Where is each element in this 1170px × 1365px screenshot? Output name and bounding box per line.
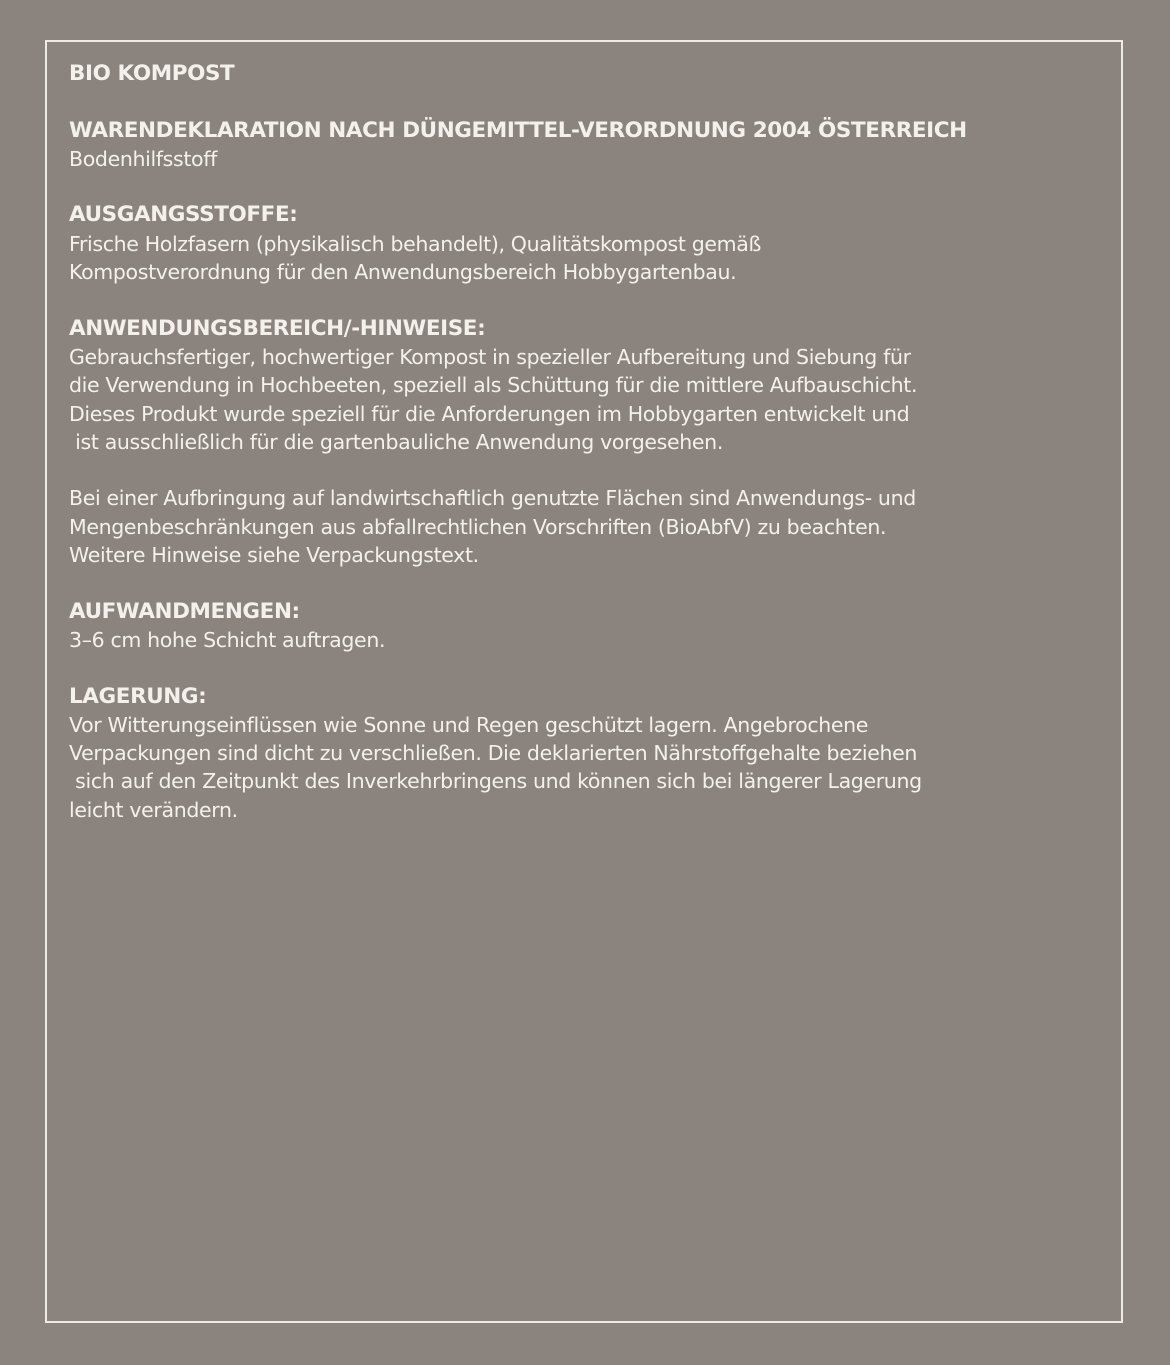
spacer xyxy=(69,286,1091,314)
aufwandmengen-heading: AUFWANDMENGEN: xyxy=(69,598,300,624)
anwendung-line: ist ausschließlich für die gartenbauliche Anwendung vorgesehen. xyxy=(69,429,723,454)
declaration-content xyxy=(69,60,1091,824)
anwendung-line: Bei einer Aufbringung auf landwirtschaftlich genutzte Flächen sind Anwendungs- und xyxy=(69,486,916,511)
spacer xyxy=(69,654,1091,682)
anwendung-line: Dieses Produkt wurde speziell für die Anforderungen im Hobbygarten entwickelt und xyxy=(69,401,910,426)
declaration-type: Bodenhilfsstoff xyxy=(69,146,217,171)
ausgangsstoffe-line: Frische Holzfasern (physikalisch behandelt), Qualitätskompost gemäß xyxy=(69,231,762,256)
spacer xyxy=(69,88,1091,116)
lagerung-line: Vor Witterungseinflüssen wie Sonne und Regen geschützt lagern. Angebrochene xyxy=(69,712,869,737)
lagerung-heading: LAGERUNG: xyxy=(69,683,207,709)
anwendung-line: die Verwendung in Hochbeeten, speziell als Schüttung für die mittlere Aufbauschicht. xyxy=(69,373,918,398)
spacer xyxy=(69,456,1091,484)
anwendung-line: Gebrauchsfertiger, hochwertiger Kompost in spezieller Aufbereitung und Siebung für xyxy=(69,344,911,369)
spacer xyxy=(69,173,1091,201)
anwendung-heading: ANWENDUNGSBEREICH/-HINWEISE: xyxy=(69,315,486,341)
ausgangsstoffe-heading: AUSGANGSSTOFFE: xyxy=(69,202,298,228)
product-title: BIO KOMPOST xyxy=(69,61,235,86)
aufwandmengen-line: 3–6 cm hohe Schicht auftragen. xyxy=(69,627,386,652)
lagerung-line: leicht verändern. xyxy=(69,797,238,822)
lagerung-line: Verpackungen sind dicht zu verschließen. Die deklarierten Nährstoffgehalte beziehen xyxy=(69,741,918,766)
ausgangsstoffe-line: Kompostverordnung für den Anwendungsbereich Hobbygartenbau. xyxy=(69,260,737,285)
lagerung-line: sich auf den Zeitpunkt des Inverkehrbringens und können sich bei längerer Lagerung xyxy=(69,769,922,794)
anwendung-line: Weitere Hinweise siehe Verpackungstext. xyxy=(69,543,479,568)
declaration-panel xyxy=(45,40,1123,1323)
anwendung-line: Mengenbeschränkungen aus abfallrechtlichen Vorschriften (BioAbfV) zu beachten. xyxy=(69,514,887,539)
spacer xyxy=(69,569,1091,597)
declaration-heading: WARENDEKLARATION NACH DÜNGEMITTEL-VERORDNUNG 2004 ÖSTERREICH xyxy=(69,117,967,143)
